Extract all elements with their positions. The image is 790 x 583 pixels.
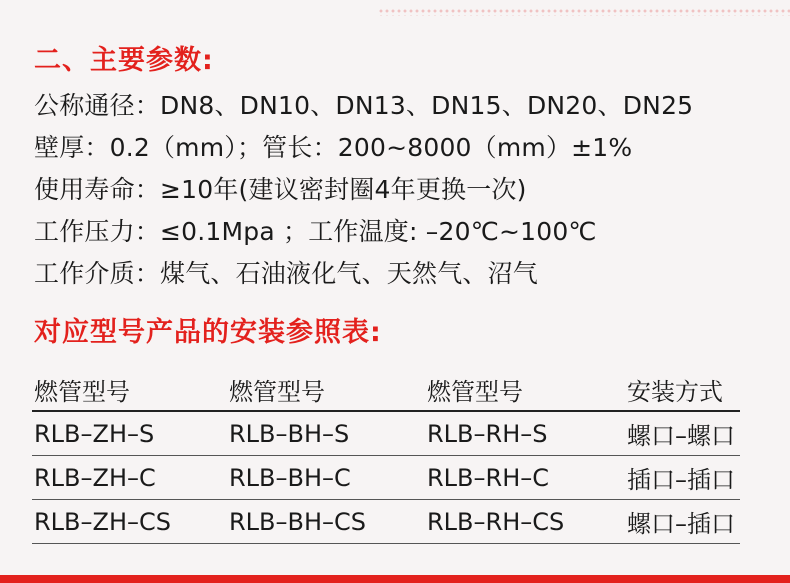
table-header-cell: 燃管型号 xyxy=(229,377,325,406)
table-row xyxy=(32,411,740,456)
table-row xyxy=(32,500,740,544)
table-cell: 螺口–插口 xyxy=(627,510,735,538)
table-cell: RLB–BH–CS xyxy=(229,507,367,536)
table-cell: RLB–BH–S xyxy=(229,419,350,448)
table-header-cell: 燃管型号 xyxy=(34,377,130,406)
table-row xyxy=(32,456,740,500)
table-cell: RLB–BH–C xyxy=(229,463,351,492)
install-reference-table xyxy=(32,368,740,544)
param-service-life: 使用寿命：≥10年(建议密封圈4年更换一次) xyxy=(34,175,527,204)
param-working-medium: 工作介质：煤气、石油液化气、天然气、沼气 xyxy=(34,259,539,288)
section-title-main-params: 二、主要参数: xyxy=(34,45,214,76)
table-header-cell: 燃管型号 xyxy=(427,377,523,406)
table-cell: RLB–ZH–C xyxy=(34,463,156,492)
table-header-row xyxy=(32,368,740,411)
table-cell: 螺口–螺口 xyxy=(627,422,735,450)
section-title-install-reference: 对应型号产品的安装参照表: xyxy=(34,317,382,348)
table-cell: 插口–插口 xyxy=(627,466,735,494)
table-cell: RLB–RH–C xyxy=(427,463,549,492)
table-cell: RLB–ZH–CS xyxy=(34,507,171,536)
table-cell: RLB–RH–S xyxy=(427,419,548,448)
param-pressure-temperature: 工作压力：≤0.1Mpa ；工作温度: –20℃~100℃ xyxy=(34,217,597,246)
param-wall-thickness-length: 壁厚：0.2（mm）；管长：200~8000（mm）±1% xyxy=(34,133,633,162)
dot-pattern-decoration xyxy=(378,8,790,16)
param-nominal-diameter: 公称通径：DN8、DN10、DN13、DN15、DN20、DN25 xyxy=(34,91,694,120)
bottom-accent-bar xyxy=(0,575,790,583)
table-cell: RLB–ZH–S xyxy=(34,419,155,448)
table-cell: RLB–RH–CS xyxy=(427,507,565,536)
table-header-cell: 安装方式 xyxy=(627,377,723,406)
